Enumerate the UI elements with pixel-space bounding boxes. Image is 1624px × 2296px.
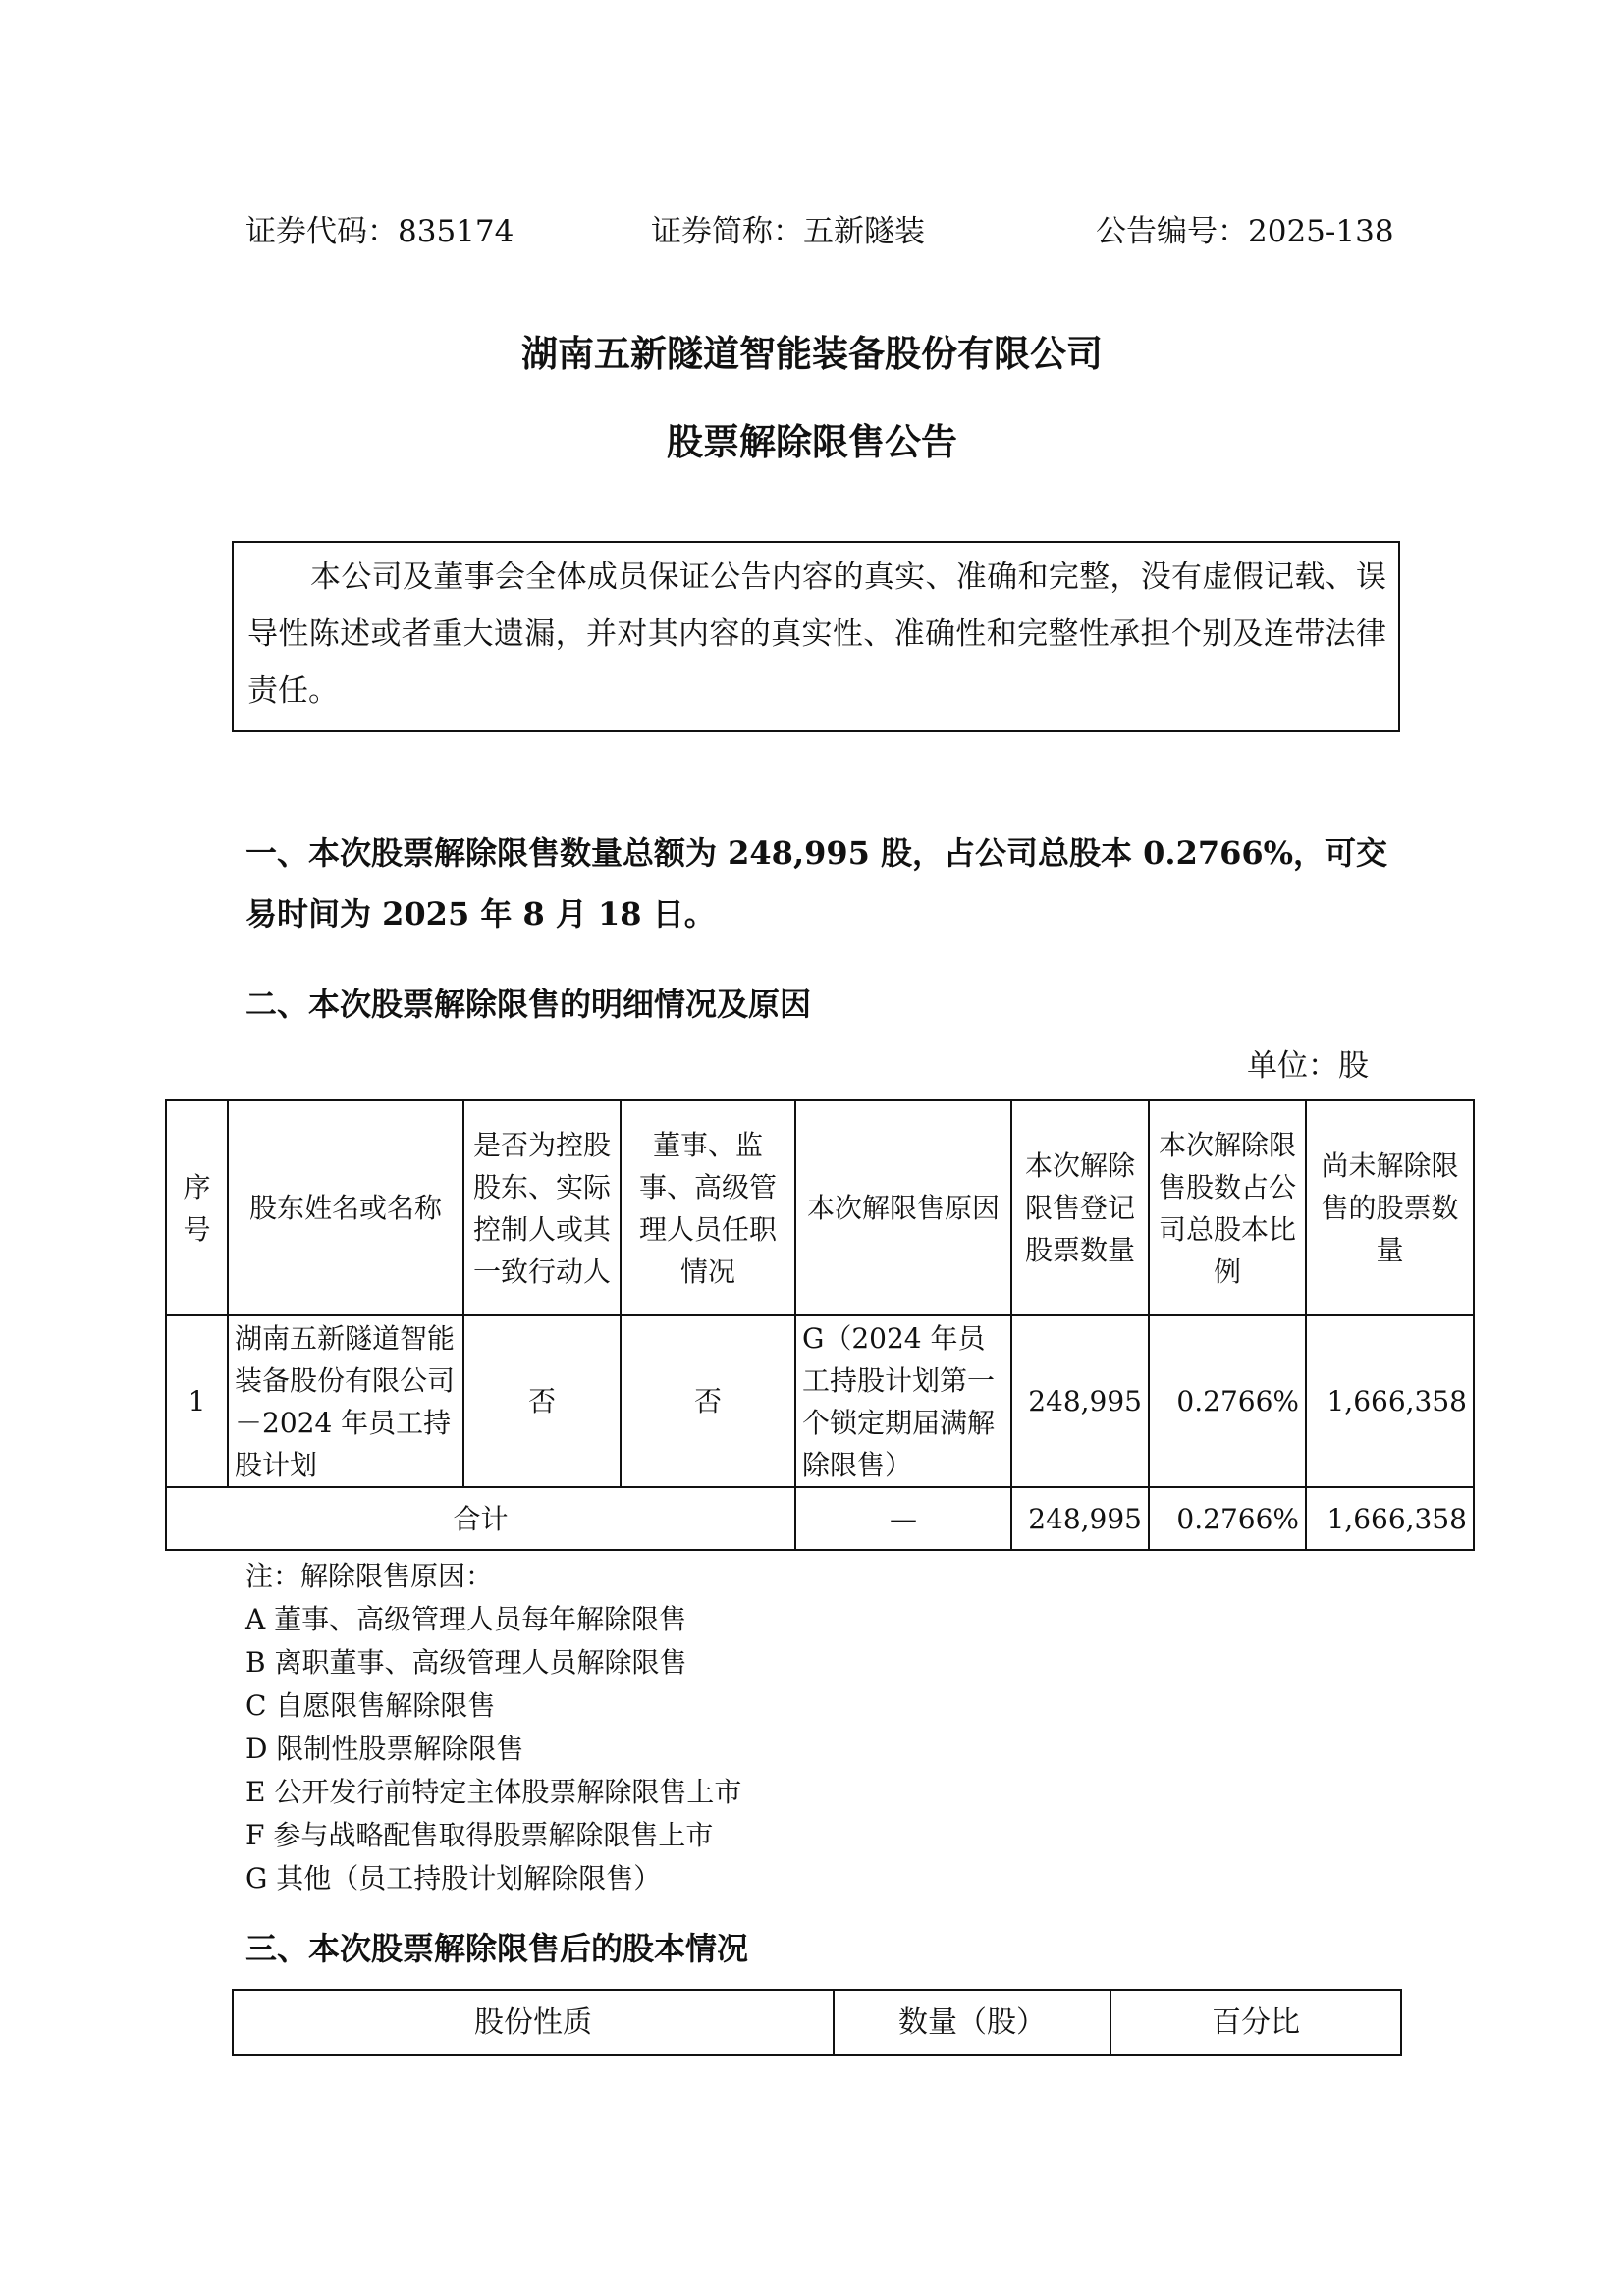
disclaimer-text: 本公司及董事会全体成员保证公告内容的真实、准确和完整，没有虚假记载、误导性陈述或者重大遗漏，并对其内容的真实性、准确性和完整性承担个别及连带法律责任。 [247, 560, 1386, 709]
cell-name: 湖南五新隧道智能装备股份有限公司－2024 年员工持股计划 [228, 1315, 463, 1487]
security-code: 证券代码：835174 [245, 214, 514, 249]
header-ratio: 本次解除限售股数占公司总股本比例 [1149, 1100, 1306, 1315]
table-header-row [233, 1990, 1401, 2055]
header-name: 股东姓名或名称 [228, 1100, 463, 1315]
total-registered: 248,995 [1011, 1487, 1149, 1550]
header-quantity: 数量（股） [834, 1990, 1110, 2055]
note-item: D 限制性股票解除限售 [245, 1733, 524, 1765]
note-item: F 参与战略配售取得股票解除限售上市 [245, 1819, 714, 1851]
header-share-type: 股份性质 [233, 1990, 834, 2055]
note-item: A 董事、高级管理人员每年解除限售 [245, 1603, 687, 1635]
cell-reason: G（2024 年员工持股计划第一个锁定期届满解除限售） [795, 1315, 1011, 1487]
cell-seq: 1 [166, 1315, 228, 1487]
section-1-heading: 一、本次股票解除限售数量总额为 248,995 股，占公司总股本 0.2766%，可交易时间为 2025 年 8 月 18 日。 [245, 834, 1388, 933]
total-remaining: 1,666,358 [1306, 1487, 1474, 1550]
note-item: C 自愿限售解除限售 [245, 1689, 496, 1722]
notice-number: 公告编号：2025-138 [1096, 214, 1394, 249]
header-controller: 是否为控股股东、实际控制人或其一致行动人 [463, 1100, 621, 1315]
cell-officer: 否 [621, 1315, 795, 1487]
header-remaining: 尚未解除限售的股票数量 [1306, 1100, 1474, 1315]
capital-structure-table [232, 1989, 1402, 2056]
total-reason: — [795, 1487, 1011, 1550]
header-line [0, 206, 1624, 255]
note-item: G 其他（员工持股计划解除限售） [245, 1862, 662, 1895]
cell-controller: 否 [463, 1315, 621, 1487]
header-reason: 本次解限售原因 [795, 1100, 1011, 1315]
company-name: 湖南五新隧道智能装备股份有限公司 [521, 332, 1103, 375]
security-abbreviation: 证券简称：五新隧装 [651, 214, 925, 249]
section-3-heading: 三、本次股票解除限售后的股本情况 [245, 1930, 749, 1967]
cell-remaining: 1,666,358 [1306, 1315, 1474, 1487]
header-seq: 序号 [166, 1100, 228, 1315]
section-2-heading: 二、本次股票解除限售的明细情况及原因 [245, 986, 812, 1023]
note-item: B 离职董事、高级管理人员解除限售 [245, 1646, 687, 1679]
unit-label: 单位：股 [1247, 1048, 1369, 1084]
note-title: 注：解除限售原因： [245, 1560, 494, 1592]
header-percentage: 百分比 [1110, 1990, 1401, 2055]
table-total-row [166, 1487, 1474, 1550]
document-title: 股票解除限售公告 [667, 420, 957, 463]
cell-registered: 248,995 [1011, 1315, 1149, 1487]
table-row [166, 1315, 1474, 1487]
header-officer: 董事、监事、高级管理人员任职情况 [621, 1100, 795, 1315]
table-header-row [166, 1100, 1474, 1315]
release-detail-table [165, 1099, 1475, 1551]
release-reason-notes [245, 1555, 741, 1900]
header-registered: 本次解除限售登记股票数量 [1011, 1100, 1149, 1315]
total-label: 合计 [166, 1487, 795, 1550]
disclaimer-box [232, 541, 1400, 732]
cell-ratio: 0.2766% [1149, 1315, 1306, 1487]
total-ratio: 0.2766% [1149, 1487, 1306, 1550]
note-item: E 公开发行前特定主体股票解除限售上市 [245, 1776, 742, 1808]
